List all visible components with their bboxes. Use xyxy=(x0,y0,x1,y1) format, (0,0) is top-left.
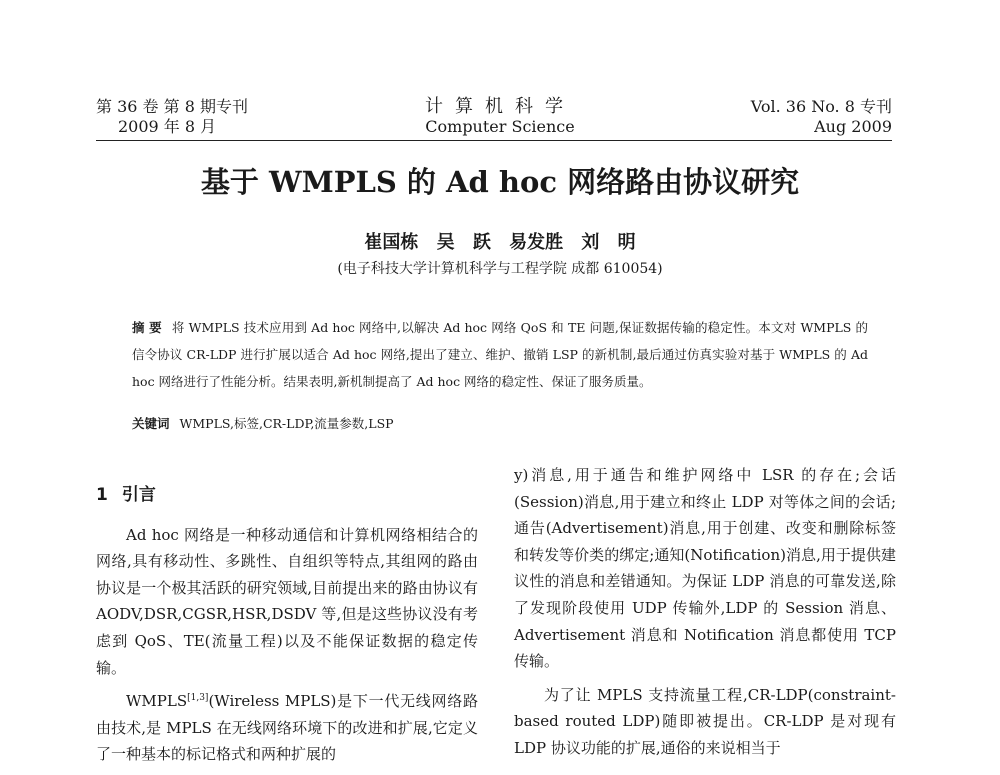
section-title: 引言 xyxy=(121,485,156,505)
abstract-text: 将 WMPLS 技术应用到 Ad hoc 网络中,以解决 Ad hoc 网络 QoS 和 TE 问题,保证数据传输的稳定性。本文对 WMPLS 的信令协议 CR-LDP 进行扩展以适合 Ad hoc 网络,提出了建立、维护、撤销 LSP 的新机制,最后通过仿真实验对基于 WMPLS 的 Ad hoc 网络进行了性能分析。结果表明,新机制提高了 Ad hoc 网络的稳定性、保证了服务质量。 xyxy=(132,320,868,389)
paragraph-text: (Wireless MPLS)是下一代无线网络路由技术,是 MPLS 在无线网络环境下的改进和扩展,它定义了一种基本的标记格式和两种扩展的 xyxy=(96,692,478,764)
paper-title: 基于 WMPLS 的 Ad hoc 网络路由协议研究 xyxy=(200,165,800,199)
keywords-label: 关键词 xyxy=(132,416,170,431)
body-paragraph: y)消息,用于通告和维护网络中 LSR 的存在;会话(Session)消息,用于建立和终止 LDP 对等体之间的会话;通告(Advertisement)消息,用于创建、改变和删除标签和转发等价类的绑定;通知(Notification)消息,用于提供建议性的消息和差错通知。为保证 LDP 消息的可靠发送,除了发现阶段使用 UDP 传输外,LDP 的 Session 消息、Advertisement 消息和 Notification 消息都使用 TCP 传输。 xyxy=(514,466,896,671)
left-column xyxy=(96,462,478,775)
header-rule xyxy=(96,140,892,141)
journal-volume-info-en xyxy=(751,97,892,137)
volume-issue: 第 36 卷 第 8 期专刊 xyxy=(96,97,248,116)
abstract xyxy=(132,314,868,395)
volume-issue-en: Vol. 36 No. 8 专刊 xyxy=(750,97,892,116)
journal-name-en: Computer Science xyxy=(425,117,575,136)
keywords-text: WMPLS,标签,CR-LDP,流量参数,LSP xyxy=(179,416,394,431)
keywords xyxy=(132,414,868,432)
body-paragraph: Ad hoc 网络是一种移动通信和计算机网络相结合的网络,具有移动性、多跳性、自组织等特点,其组网的路由协议是一个极其活跃的研究领域,目前提出来的路由协议有 AODV,DSR,CGSR,HSR,DSDV 等,但是这些协议没有考虑到 QoS、TE(流量工程)以及不能保证数据的稳定传输。 xyxy=(96,525,478,677)
publication-date-en: Aug 2009 xyxy=(814,117,892,136)
right-column xyxy=(514,462,896,769)
publication-date: 2009 年 8 月 xyxy=(118,117,217,136)
paper-authors: 崔国栋 吴 跃 易发胜 刘 明 xyxy=(364,232,636,253)
wmpls-term: WMPLS xyxy=(126,692,188,711)
journal-name xyxy=(380,97,620,137)
author-affiliation: (电子科技大学计算机科学与工程学院 成都 610054) xyxy=(337,261,663,277)
body-paragraph xyxy=(96,688,478,768)
journal-name-cn: 计算机科学 xyxy=(425,96,575,117)
journal-volume-info xyxy=(96,97,248,137)
section-number: 1 xyxy=(96,485,108,505)
citation: [1,3] xyxy=(187,693,209,704)
section-heading xyxy=(96,482,478,509)
body-paragraph: 为了让 MPLS 支持流量工程,CR-LDP(constraint-based routed LDP)随即被提出。CR-LDP 是对现有 LDP 协议功能的扩展,通俗的来说相当于 xyxy=(514,685,896,757)
abstract-label: 摘 要 xyxy=(132,320,162,335)
